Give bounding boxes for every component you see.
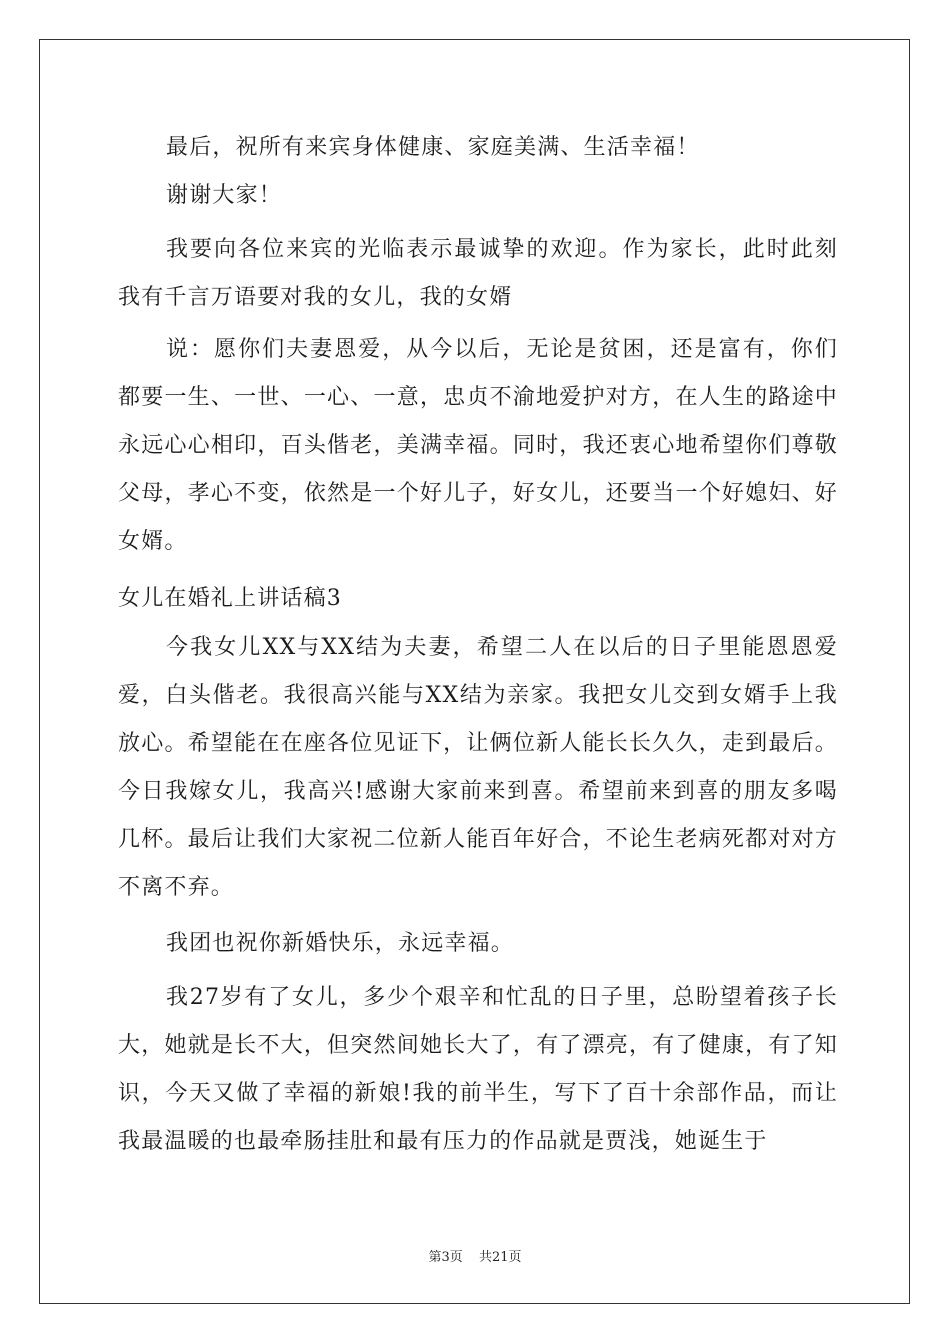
paragraph-closing-wishes: 最后，祝所有来宾身体健康、家庭美满、生活幸福！	[166, 135, 700, 160]
paragraph-blessing: 说：愿你们夫妻恩爱，从今以后，无论是贫困，还是富有，你们都要一生、一世、一心、一意，忠贞不渝地爱护对方，在人生的路途中永远心心相印，百头偕老，美满幸福。同时，我还衷心地希望你们尊敬父母，孝心不变，依然是一个好儿子，好女儿，还要当一个好媳妇、好女婿。	[118, 337, 838, 554]
paragraph-welcome: 我要向各位来宾的光临表示最诚挚的欢迎。作为家长，此时此刻我有千言万语要对我的女儿，我的女婿	[118, 237, 838, 310]
paragraph-congrats: 我团也祝你新婚快乐，永远幸福。	[166, 931, 515, 956]
paragraph-memories: 我27岁有了女儿，多少个艰辛和忙乱的日子里，总盼望着孩子长大，她就是长不大，但突然间她长大了，有了漂亮，有了健康，有了知识，今天又做了幸福的新娘!我的前半生，写下了百十余部作品，而让我最温暖的也最牵肠挂肚和最有压力的作品就是贾浅，她诞生于	[118, 985, 838, 1154]
page-total: 共21页	[478, 1250, 522, 1265]
section-heading: 女儿在婚礼上讲话稿3	[118, 586, 342, 611]
page-footer	[0, 1246, 950, 1265]
paragraph-speech-3: 今我女儿XX与XX结为夫妻，希望二人在以后的日子里能恩恩爱爱，白头偕老。我很高兴能与XX结为亲家。我把女儿交到女婿手上我放心。希望能在在座各位见证下，让俩位新人能长长久久，走到最后。今日我嫁女儿，我高兴!感谢大家前来到喜。希望前来到喜的朋友多喝几杯。最后让我们大家祝二位新人能百年好合，不论生老病死都对对方不离不弃。	[118, 635, 838, 900]
page-number: 第3页	[428, 1250, 463, 1265]
paragraph-thanks: 谢谢大家！	[166, 183, 283, 208]
